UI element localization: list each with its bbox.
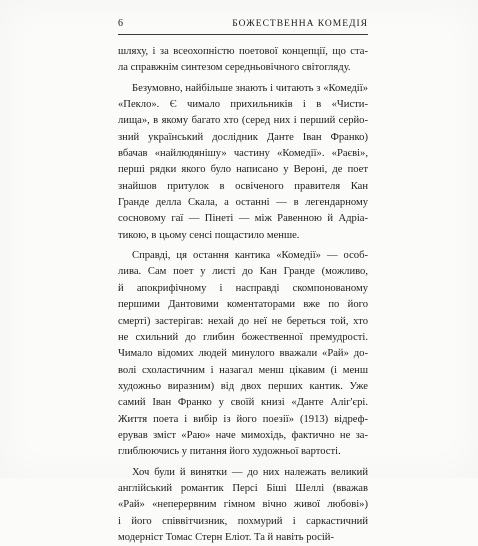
text-line: глиблюючись у питання його художньої вартості. [118,446,341,458]
text-line: Гранде делла Скала, а останні — в легендарному [118,197,368,209]
paragraph [118,465,368,546]
text-line: англійський романтик Персі Біші Шеллі (вважав [118,482,368,494]
text-line: знайшов притулок в освіченого правителя Кан [118,180,368,192]
text-line: модерніст Томас Стерн Еліот. Та й навіть росій- [118,531,334,543]
text-line: лища», в якому багато хто (серед них і перший серйо- [118,115,368,127]
text-line: ерував зміст «Раю» наче мимохідь, фактично не за- [118,429,368,441]
text-line: й апокрифічному і насправді скомпонованому [118,282,368,294]
text-line: вбачав «найлюдянішу» частину «Комедії». «Раєві», [118,148,368,160]
paragraph [118,81,368,244]
page-number: 6 [118,18,124,29]
body-text [118,44,368,546]
text-line: Хоч були й винятки — до них належать великий [132,466,368,478]
text-line: не схильний до глибин божественної премудрості. [118,331,368,343]
text-line: смерті) застерігав: нехай до неї не береться той, хто [118,315,368,327]
text-line: перші рядки якого було написано у Вероні, де поет [118,164,368,176]
text-line: самий Іван Франко у своїй книзі «Данте Аліг'єрі. [118,397,368,409]
header-rule [118,34,368,35]
text-line: Безумовно, найбільше знають і читають з «Комедії» [132,82,368,94]
paragraph [118,248,368,460]
text-line: сосновому гаї — Пінеті — між Равенною й Адріа- [118,213,368,225]
text-line: Справді, ця остання кантика «Комедії» — особ- [132,250,368,262]
text-line: «Рай» «неперервним гімном вічно живої любові») [118,499,368,511]
page-header [118,18,368,32]
text-line: шляху, і за всеохопністю поетової концепції, що ста- [118,46,368,57]
text-line: лива. Сам поет у листі до Кан Гранде (можливо, [118,266,368,278]
text-line: і його співвітчизник, похмурий і саркастичний [118,515,368,527]
running-title: БОЖЕСТВЕННА КОМЕДІЯ [232,19,368,29]
text-line: тикою, в цьому сенсі пощастило менше. [118,229,300,241]
text-line: волі схоластичним і назагал менш цікавим (і менш [118,364,368,376]
text-line: «Пекло». Є чимало прихильників і в «Чисти- [118,99,368,111]
text-line: художньо виразним) від двох перших кантик. Уже [118,380,368,392]
text-line: Життя поета і вибір із його поезії» (1913) відреф- [118,413,368,425]
paragraph [118,44,368,77]
text-line: Чимало відомих людей минулого вважали «Рай» до- [118,348,368,360]
text-line: першими Дантовими коментаторами вже по його [118,299,368,311]
text-line: ла справжнім синтезом середньовічного світогляду. [118,62,351,74]
text-line: зний український дослідник Данте Іван Франко) [118,131,368,143]
